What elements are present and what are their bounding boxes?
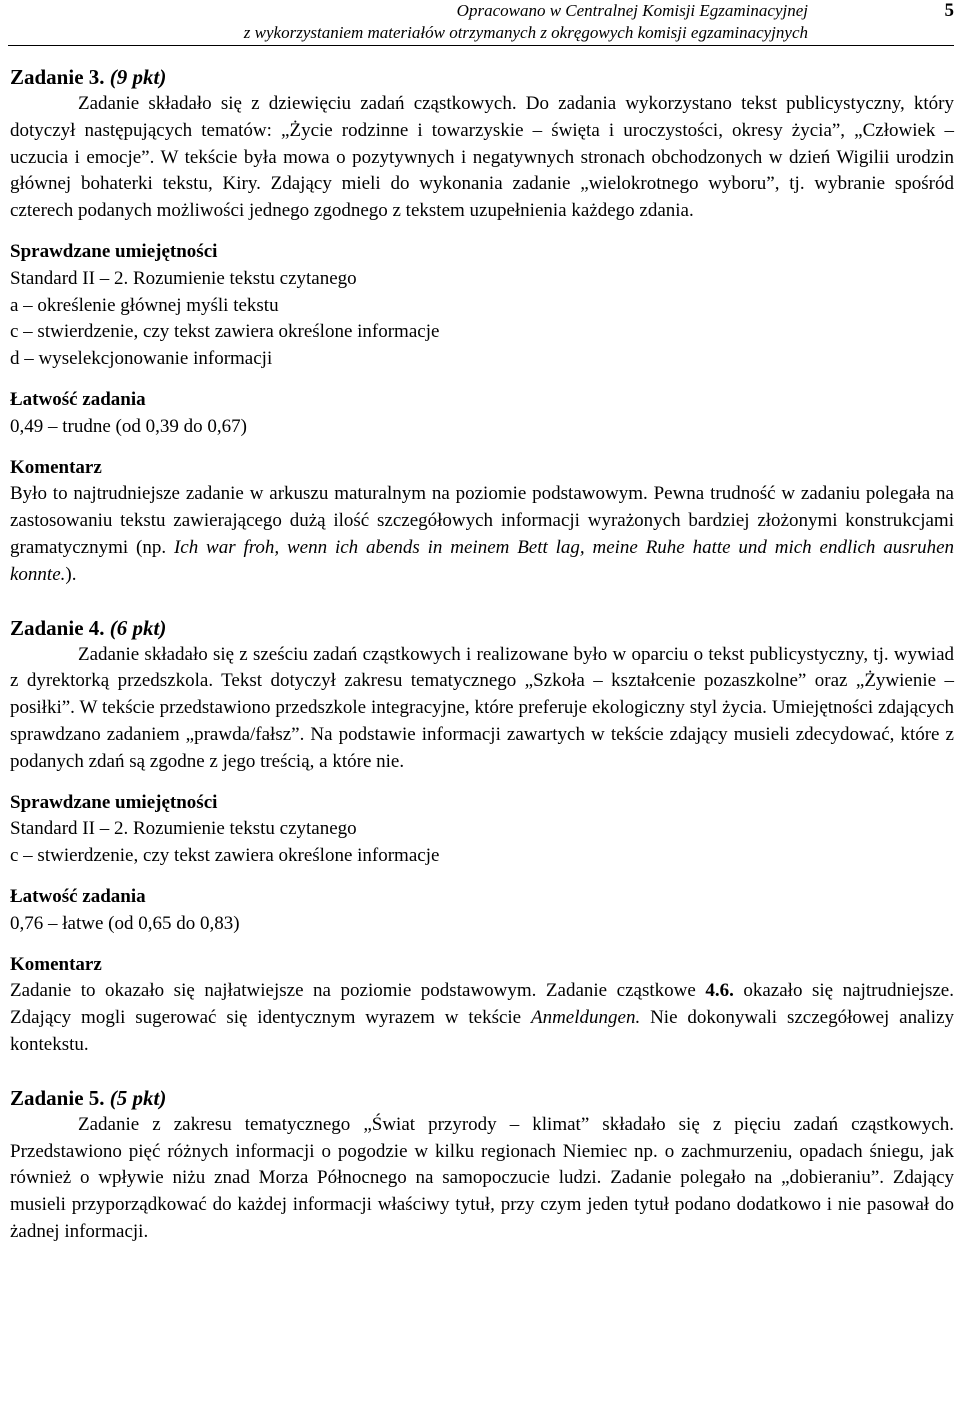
task-4-difficulty-label: Łatwość zadania (10, 885, 146, 907)
page-header (0, 0, 960, 50)
task-5-title (10, 1085, 954, 1112)
task-4-comment-subtask: 4.6. (705, 980, 734, 1002)
task-3-points: (9 pkt) (109, 65, 167, 89)
task-3 (10, 64, 954, 589)
task-4-skills (10, 790, 954, 870)
task-4-comment-mid: okazało się najtrudniejsze. Zdający mogli sugerować się identycznym wyrazem w tekście (10, 980, 954, 1029)
task-3-skills (10, 239, 954, 373)
task-4-points: (6 pkt) (109, 615, 167, 640)
task-3-comment (10, 455, 954, 589)
task-4-skill-standard: Standard II – 2. Rozumienie tekstu czytanego (10, 818, 357, 840)
task-4-comment (10, 952, 954, 1059)
task-3-skill-c: c – stwierdzenie, czy tekst zawiera określone informacje (10, 321, 440, 343)
task-4-description: Zadanie składało się z sześciu zadań cząstkowych i realizowane było w oparciu o tekst publicystyczny, tj. wywiad z dyrektorką przedszkola. Tekst dotyczył zakresu tematycznego „Szkoła – kształcenie pozaszkolne” oraz „Żywienie – posiłki”. W tekście przedstawiono przedszkole integracyjne, które preferuje ekologiczny styl życia. Umiejętności zdających sprawdzano zadaniem „prawda/fałsz”. Na podstawie informacji zawartych w tekście zdający musieli zdecydować, które z podanych zdań są zgodne z jego treścią, a które nie. (10, 643, 954, 772)
task-3-skill-d: d – wyselekcjonowanie informacji (10, 348, 273, 370)
task-3-skill-standard: Standard II – 2. Rozumienie tekstu czytanego (10, 267, 357, 289)
task-4-difficulty-value: 0,76 – łatwe (od 0,65 do 0,83) (10, 912, 240, 934)
header-line-1: Opracowano w Centralnej Komisji Egzaminacyjnej (456, 1, 808, 20)
task-3-description: Zadanie składało się z dziewięciu zadań cząstkowych. Do zadania wykorzystano tekst publicystyczny, który dotyczył następujących tematów: „Życie rodzinne i towarzyskie – święta i uroczystości, okresy życia”, „Człowiek – uczucia i emocje”. W tekście była mowa o pozytywnych i negatywnych stronach obchodzonych w dzień Wigilii urodzin głównej bohaterki tekstu, Kiry. Zdający mieli do wykonania zadanie „wielokrotnego wyboru”, tj. wybranie spośród czterech podanych możliwości jednego zgodnego z tekstem uzupełnienia każdego zdania. (10, 93, 954, 222)
task-3-difficulty (10, 387, 954, 441)
header-divider (8, 45, 954, 46)
task-4-skills-label: Sprawdzane umiejętności (10, 791, 218, 813)
task-5-heading: Zadanie 5. (10, 1085, 105, 1110)
task-3-comment-body: Było to najtrudniejsze zadanie w arkuszu maturalnym na poziomie podstawowym. Pewna trudność w zadaniu polegała na zastosowaniu tekstu zawierającego dużą ilość szczegółowych informacji wyrażonych bardziej złożonymi konstrukcjami gramatycznymi (np. (10, 483, 954, 558)
task-3-comment-text (10, 481, 954, 588)
task-4-comment-start: Zadanie to okazało się najłatwiejsze na poziomie podstawowym. Zadanie cząstkowe (10, 980, 706, 1002)
task-3-comment-label: Komentarz (10, 456, 102, 478)
task-3-title (10, 64, 954, 91)
task-4-comment-word: Anmeldungen. (530, 1007, 641, 1029)
document-body (10, 64, 954, 1246)
task-5-points: (5 pkt) (109, 1085, 167, 1110)
task-4-comment-text (10, 978, 954, 1058)
header-source (244, 0, 808, 44)
task-4-heading: Zadanie 4. (10, 615, 105, 640)
page-number: 5 (944, 0, 954, 21)
task-4-skill-c: c – stwierdzenie, czy tekst zawiera określone informacje (10, 845, 440, 867)
header-line-2: z wykorzystaniem materiałów otrzymanych z okręgowych komisji egzaminacyjnych (243, 23, 808, 42)
task-3-skill-a: a – określenie głównej myśli tekstu (10, 294, 279, 316)
task-3-skills-label: Sprawdzane umiejętności (10, 240, 218, 262)
task-3-difficulty-value: 0,49 – trudne (od 0,39 do 0,67) (10, 415, 247, 437)
task-5-description: Zadanie z zakresu tematycznego „Świat przyrody – klimat” składało się z pięciu zadań cząstkowych. Przedstawiono pięć różnych informacji o pogodzie w kilku regionach Niemiec np. o zachmurzeniu, opadach śniegu, jak również o wpływie niżu znad Morza Północnego na samopoczucie ludzi. Zadanie polegało na „dobieraniu”. Zdający musieli przyporządkować do każdej informacji właściwy tytuł, przy czym jeden tytuł podano dodatkowo i nie pasował do żadnej informacji. (10, 1113, 954, 1242)
task-3-difficulty-label: Łatwość zadania (10, 388, 146, 410)
task-3-comment-example: Ich war froh, wenn ich abends in meinem Bett lag, meine Ruhe hatte und mich endlich ausruhen konnte. (10, 536, 954, 585)
task-3-comment-end: ). (65, 563, 77, 585)
task-4-comment-end: Nie dokonywali szczegółowej analizy kontekstu. (10, 1007, 954, 1055)
task-4 (10, 615, 954, 1059)
task-3-heading: Zadanie 3. (10, 65, 105, 89)
task-5 (10, 1085, 954, 1246)
task-4-comment-label: Komentarz (10, 953, 102, 975)
task-4-title (10, 615, 954, 642)
task-4-difficulty (10, 884, 954, 938)
